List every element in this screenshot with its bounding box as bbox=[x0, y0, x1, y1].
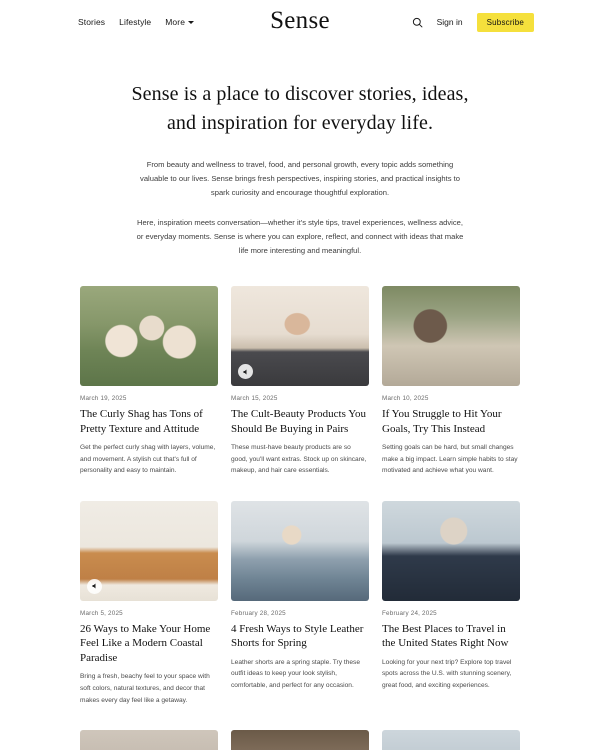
nav-item-more-label: More bbox=[165, 17, 186, 27]
article-excerpt: Bring a fresh, beachy feel to your space with soft colors, natural textures, and decor that makes every day feel like a getaway. bbox=[80, 673, 210, 704]
site-header bbox=[0, 0, 600, 44]
subscribe-button[interactable]: Subscribe bbox=[477, 13, 534, 32]
site-logo[interactable]: Sense bbox=[270, 7, 330, 34]
sound-icon[interactable] bbox=[87, 579, 102, 594]
article-thumbnail[interactable] bbox=[382, 501, 520, 601]
article-excerpt: Get the perfect curly shag with layers, volume, and movement. A stylish cut that's full of personality and easy to maintain. bbox=[80, 444, 216, 475]
article-card[interactable] bbox=[80, 730, 218, 750]
article-excerpt: Setting goals can be hard, but small changes make a big impact. Learn simple habits to stay motivated and achieve what you want. bbox=[382, 444, 518, 475]
header-actions bbox=[412, 13, 534, 32]
hero-paragraph-2: Here, inspiration meets conversation—whether it's style tips, travel experiences, wellness advice, or everyday moments. Sense is where you can explore, reflect, and connect with ideas that make life more interesting and meaningful. bbox=[136, 218, 464, 256]
hero-section bbox=[0, 44, 600, 258]
article-card[interactable] bbox=[231, 286, 369, 477]
article-date: March 15, 2025 bbox=[231, 395, 278, 403]
chevron-down-icon bbox=[188, 21, 194, 24]
article-thumbnail[interactable] bbox=[382, 730, 520, 750]
article-thumbnail[interactable] bbox=[231, 730, 369, 750]
article-thumbnail[interactable] bbox=[382, 286, 520, 386]
article-title[interactable]: 4 Fresh Ways to Style Leather Shorts for Spring bbox=[231, 622, 364, 650]
article-card[interactable] bbox=[231, 730, 369, 750]
article-grid bbox=[0, 286, 600, 750]
article-excerpt: Leather shorts are a spring staple. Try these outfit ideas to keep your look stylish, comfortable, and perfect for any occasion. bbox=[231, 658, 361, 689]
article-date: February 24, 2025 bbox=[382, 609, 437, 617]
article-card[interactable] bbox=[231, 501, 369, 706]
search-icon[interactable] bbox=[412, 17, 423, 28]
sound-icon[interactable] bbox=[238, 364, 253, 379]
page-title: Sense is a place to discover stories, ideas, and inspiration for everyday life. bbox=[131, 83, 469, 134]
primary-nav bbox=[78, 17, 194, 27]
article-excerpt: Looking for your next trip? Explore top travel spots across the U.S. with stunning scenery, great food, and exciting experiences. bbox=[382, 658, 512, 689]
article-excerpt: These must-have beauty products are so good, you'll want extras. Stock up on skincare, makeup, and hair care essentials. bbox=[231, 444, 367, 475]
nav-item-lifestyle[interactable]: Lifestyle bbox=[119, 17, 152, 27]
article-date: March 5, 2025 bbox=[80, 609, 123, 617]
sign-in-link[interactable]: Sign in bbox=[436, 17, 463, 27]
article-card[interactable] bbox=[382, 286, 520, 477]
article-date: March 10, 2025 bbox=[382, 395, 429, 403]
article-card[interactable] bbox=[382, 730, 520, 750]
article-thumbnail[interactable] bbox=[80, 286, 218, 386]
nav-item-stories[interactable]: Stories bbox=[78, 17, 106, 27]
article-title[interactable]: The Curly Shag has Tons of Pretty Texture and Attitude bbox=[80, 408, 203, 435]
article-card[interactable] bbox=[80, 501, 218, 706]
article-card[interactable] bbox=[382, 501, 520, 706]
article-title[interactable]: 26 Ways to Make Your Home Feel Like a Modern Coastal Paradise bbox=[80, 622, 211, 664]
hero-paragraph-1: From beauty and wellness to travel, food, and personal growth, every topic adds something valuable to our lives. Sense brings fresh perspectives, inspiring stories, and practical insights to spark curiosity and encourage thoughtful exploration. bbox=[140, 160, 460, 198]
article-thumbnail[interactable] bbox=[231, 286, 369, 386]
article-thumbnail[interactable] bbox=[80, 501, 218, 601]
article-thumbnail[interactable] bbox=[80, 730, 218, 750]
article-thumbnail[interactable] bbox=[231, 501, 369, 601]
article-date: February 28, 2025 bbox=[231, 609, 286, 617]
article-title[interactable]: If You Struggle to Hit Your Goals, Try This Instead bbox=[382, 408, 502, 435]
article-card[interactable] bbox=[80, 286, 218, 477]
article-date: March 19, 2025 bbox=[80, 395, 127, 403]
nav-item-more[interactable] bbox=[165, 17, 194, 27]
article-title[interactable]: The Cult-Beauty Products You Should Be Buying in Pairs bbox=[231, 408, 367, 435]
article-title[interactable]: The Best Places to Travel in the United States Right Now bbox=[382, 622, 509, 650]
